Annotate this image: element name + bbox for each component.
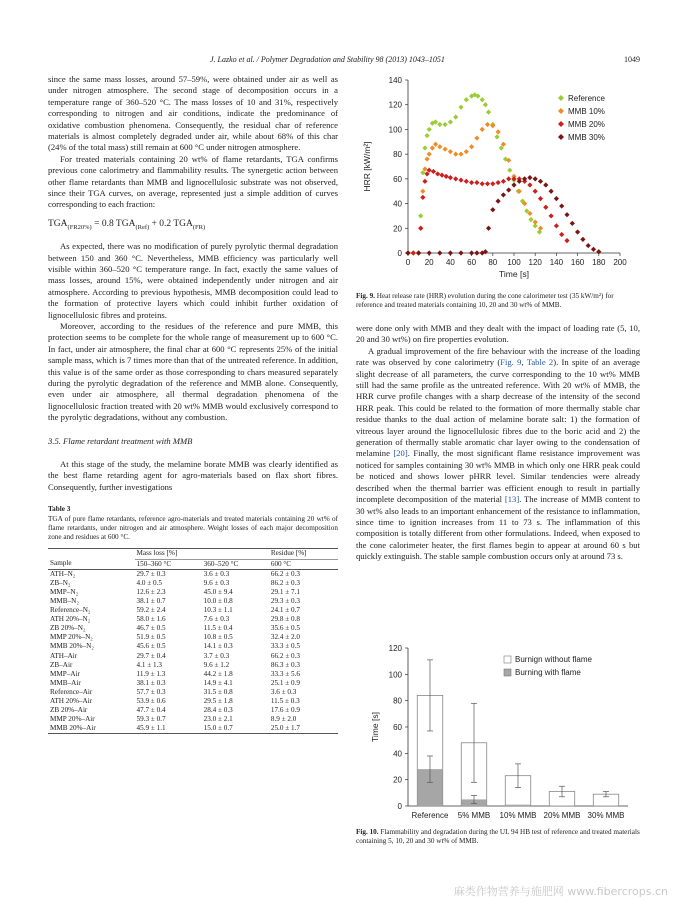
data-point <box>564 212 569 217</box>
table-row <box>48 642 338 651</box>
table-group-header: Mass loss [%] <box>135 549 269 559</box>
table-row <box>48 588 338 597</box>
data-point <box>433 142 438 147</box>
data-point <box>559 203 564 208</box>
watermark: 麻类作物营养与施肥网 www.fibercrops.cn <box>453 885 668 898</box>
table-cell: 23.0 ± 2.1 <box>203 715 233 724</box>
figure-10-caption: Fig. 10. Flammability and degradation during the UL 94 HB test of reference and treated materials containing 5, 10, 20 and 30 wt% of MMB. <box>356 828 640 846</box>
table-cell: 25.1 ± 0.9 <box>270 678 300 687</box>
table-cell: 45.9 ± 1.1 <box>135 724 202 734</box>
table-cell: 12.6 ± 2.3 <box>136 587 166 596</box>
table-cell: MMP–Air <box>50 669 80 678</box>
paragraph: For treated materials containing 20 wt% of flame retardants, TGA confirms previous cone calorimetry and flammability results. The synergetic action between other flame retardants than MMB and lignocellulosic substrate was not observed, since their TGA curves, on average, represented just a simple addition of curves corresponding to each fraction: <box>48 153 338 210</box>
data-point <box>486 226 491 231</box>
data-point <box>427 250 432 255</box>
data-point <box>485 122 490 127</box>
table-cell: 57.7 ± 0.3 <box>136 687 166 696</box>
data-point <box>458 250 463 255</box>
table-cell: 10.3 ± 1.1 <box>203 606 233 615</box>
legend-marker <box>558 95 564 101</box>
table-cell: MMP–N₂ <box>50 587 79 596</box>
data-point <box>533 220 538 225</box>
data-point <box>511 182 516 187</box>
data-point <box>422 179 427 184</box>
paragraph: At this stage of the study, the melamine borate MMB was clearly identified as the best flame retarding agent for agro-materials based on flax short fibres. Consequently, further investigations <box>48 459 338 492</box>
table-cell: 24.1 ± 0.7 <box>270 606 300 615</box>
y-tick-label: 100 <box>388 670 402 680</box>
journal-citation: J. Lazko et al. / Polymer Degradation and Stability 98 (2013) 1043–1051 <box>210 55 445 64</box>
y-tick-label: 140 <box>388 76 402 85</box>
data-point <box>507 168 512 173</box>
table-cell: ZB 20%–N₂ <box>50 624 86 633</box>
data-point <box>453 152 458 157</box>
equation: $TGA_{(FR20\%)} = 0.8$ $TGA_{(Ref)} + 0.2$ $TGA_{(FR)}$ <box>48 218 206 231</box>
x-tick-label: 0 <box>405 258 411 267</box>
x-tick-label: 100 <box>507 258 521 267</box>
data-point <box>506 187 511 192</box>
legend-label: Reference <box>568 94 605 103</box>
table-cell: Reference–Air <box>50 687 93 696</box>
table-cell: 3.6 ± 0.3 <box>203 569 230 578</box>
data-point <box>496 129 501 134</box>
table-cell: 11.5 ± 0.4 <box>203 624 233 633</box>
table-cell: MMP 20%–N₂ <box>50 633 93 642</box>
left-column <box>48 74 338 734</box>
y-axis-label: HRR [kW/m²] <box>362 141 372 192</box>
y-tick-label: 120 <box>388 100 402 110</box>
data-point <box>448 149 453 154</box>
table-cell: 3.7 ± 0.3 <box>203 651 230 660</box>
data-point <box>538 226 543 231</box>
table-cell: ZB–Air <box>50 660 73 669</box>
data-point <box>435 171 440 176</box>
data-point <box>496 199 501 204</box>
paragraph: A gradual improvement of the fire behaviour with the increase of the loading rate was observed by cone calorimetry (Fig. 9, Table 2). In spite of an average slight decrease of all parameters, the curve corresponding to the 10 wt% MMB still had the same profile as the untreated reference. With 20 wt% of MMB, the HRR curve profile changes with a sharp decrease of the intensity of the second HRR peak. This could be related to the formation of more thermally stable char residue thanks to the dual action of melamine borate salt: 1) the formation of vitreous layer around the lignocellulosic fibres due to the boric acid and 2) the generation of thermally stable aromatic char layer owing to the condensation of melamine [20]. Finally, the most significant flame resistance improvement was noticed for samples containing 30 wt% MMB in which only one HRR peak could be noticed and shows lower pHRR level. Similar tendencies were already described when the thermal barrier was efficient enough to result in partially incomplete decomposition of the material [13]. The increase of MMB content to 30 wt% also leads to an important enhancement of the resistance to inflammation, since time to ignition increases from 11 to 73 s. The inflammation of this composition is totally different from other formulations. Indeed, when exposed to the cone calorimeter heater, the first flames begin to appear at around 60 s but quickly extinguish. The stable sample combustion occurs only at around 73 s. <box>356 345 640 562</box>
y-tick-label: 0 <box>397 802 402 811</box>
table-cell: 66.2 ± 0.3 <box>270 569 300 578</box>
data-point <box>424 156 429 161</box>
table-cell: 35.6 ± 0.5 <box>270 624 300 633</box>
figure-9-caption: Fig. 9. Heat release rate (HRR) evolution during the cone calorimeter test (35 kW/m²) for reference and treated materials containing 10, 20 and 30 wt% of MMB. <box>356 292 614 310</box>
table-cell: 4.1 ± 1.3 <box>136 660 163 669</box>
data-point <box>418 226 423 231</box>
data-point <box>437 250 442 255</box>
paragraph: As expected, there was no modification of purely pyrolytic thermal degradation between 150 and 360 °C. Nevertheless, MMB efficiency was particularly well visible within 360–520 °C temperature range. In fact, exactly the same values of mass losses, around 15%, were obtained independently under nitrogen and air atmosphere. According to previous hypothesis, MMB decomposition could lead to the formation of protective layers which could inhibit further oxidation of lignocellulosic fibres and proteins. <box>48 241 338 320</box>
hrr-chart <box>356 70 646 286</box>
data-point <box>533 176 538 181</box>
table-cell: 38.1 ± 0.3 <box>136 678 166 687</box>
y-tick-label: 40 <box>393 199 402 209</box>
y-tick-label: 0 <box>397 249 402 258</box>
y-axis-label: Time [s] <box>370 712 380 742</box>
data-point <box>564 238 569 243</box>
data-point <box>437 144 442 149</box>
table-cell: 17.6 ± 0.9 <box>270 706 300 715</box>
table-cell: 59.2 ± 2.4 <box>136 606 166 615</box>
table-cell: 58.0 ± 1.6 <box>136 615 166 624</box>
table-cell: 29.5 ± 1.8 <box>203 696 233 705</box>
table-group-header: Residue [%] <box>269 549 338 559</box>
table-cell: 33.3 ± 0.5 <box>270 642 300 651</box>
data-point <box>486 110 491 115</box>
legend-label: MMB 20% <box>568 120 605 129</box>
data-point <box>496 180 501 185</box>
legend-marker <box>558 108 564 114</box>
x-tick-label: 180 <box>592 258 606 267</box>
data-point <box>501 192 506 197</box>
data-point <box>420 189 425 194</box>
table-row <box>48 724 338 734</box>
table-cell: 7.6 ± 0.3 <box>203 615 230 624</box>
data-point <box>483 102 488 107</box>
data-point <box>591 247 596 252</box>
data-point <box>416 250 421 255</box>
data-point <box>474 180 479 185</box>
table-cell: 25.0 ± 1.7 <box>269 724 338 734</box>
data-point <box>549 189 554 194</box>
table-header: 600 °C <box>269 559 338 569</box>
y-tick-label: 60 <box>393 174 402 184</box>
table-cell: 29.1 ± 7.1 <box>270 587 300 596</box>
data-point <box>485 181 490 186</box>
data-point <box>453 114 458 119</box>
table-cell: 44.2 ± 1.8 <box>203 669 233 678</box>
table-cell: ZB–N₂ <box>50 578 71 587</box>
table-cell: 28.4 ± 0.3 <box>203 706 233 715</box>
table-row <box>48 597 338 606</box>
data-point <box>469 144 474 149</box>
citation-link[interactable]: [13] <box>504 494 520 505</box>
table-cell: 10.0 ± 0.8 <box>203 596 233 605</box>
section-heading: 3.5. Flame retardant treatment with MMB <box>48 435 193 446</box>
y-tick-label: 100 <box>388 125 402 135</box>
data-point <box>469 250 474 255</box>
data-point <box>474 250 479 255</box>
data-point <box>443 147 448 152</box>
table-cell: 29.3 ± 0.3 <box>270 596 300 605</box>
table-row <box>48 633 338 642</box>
data-point <box>543 182 548 187</box>
table-cell: 10.8 ± 0.5 <box>203 633 233 642</box>
table-row <box>48 715 338 724</box>
figure-9 <box>356 70 646 291</box>
data-point <box>570 221 575 226</box>
table-cell: 29.8 ± 0.8 <box>270 615 300 624</box>
table-cell: 59.3 ± 0.7 <box>136 715 166 724</box>
table-cell: MMB 20%–N₂ <box>50 642 94 651</box>
data-point <box>427 152 432 157</box>
table-row <box>48 661 338 670</box>
table-cell: ATH 20%–Air <box>50 696 93 705</box>
data-point <box>527 182 532 187</box>
table-header: 360–520 °C <box>202 559 269 569</box>
legend-label: MMB 30% <box>568 133 605 142</box>
data-point <box>527 175 532 180</box>
table-cell: MMB–Air <box>50 678 81 687</box>
table-cell: 38.1 ± 0.7 <box>136 596 166 605</box>
data-point <box>448 250 453 255</box>
x-tick-label: 40 <box>445 258 455 267</box>
legend-swatch <box>504 669 511 676</box>
y-tick-label: 40 <box>393 749 402 759</box>
data-point <box>464 97 469 102</box>
data-point <box>596 249 601 254</box>
x-tick-label: 140 <box>549 258 564 267</box>
table-row <box>48 697 338 706</box>
data-point <box>474 135 479 140</box>
table-cell: 14.1 ± 0.3 <box>203 642 233 651</box>
table-cell: 33.3 ± 5.6 <box>270 669 300 678</box>
data-point <box>543 205 548 210</box>
data-point <box>448 175 453 180</box>
table-cell: 8.9 ± 2.0 <box>270 715 297 724</box>
table-cell: ATH 20%–N₂ <box>50 615 91 624</box>
paragraph: since the same mass losses, around 57–59%, were obtained under air as well as under nitrogen atmosphere. The second stage of decomposition occurs in a temperature range of 360–520 °C. The mass losses of 10 and 31%, respectively corresponding to nitrogen and air conditions, indicate the predominance of oxidative combustion phenomena. Consequently, the residual char of reference materials is almost completely degraded under air, while about 68% of this char (24% of the total mass) still remain at 600 °C under nitrogen atmosphere. <box>48 74 338 153</box>
legend-marker <box>558 121 564 127</box>
data-point <box>437 122 442 127</box>
y-tick-label: 80 <box>393 696 402 706</box>
y-tick-label: 120 <box>388 644 402 653</box>
data-point <box>418 213 423 218</box>
y-tick-label: 20 <box>393 775 402 785</box>
data-point <box>444 174 449 179</box>
right-column <box>356 323 640 563</box>
data-point <box>453 176 458 181</box>
data-point <box>458 177 463 182</box>
table-cell: 51.9 ± 0.5 <box>136 633 166 642</box>
data-point <box>528 217 533 222</box>
x-tick-label: 120 <box>528 258 542 267</box>
ul94-bar-chart <box>356 640 646 824</box>
data-point <box>559 232 564 237</box>
data-point <box>538 179 543 184</box>
data-point <box>420 195 425 200</box>
data-point <box>554 223 559 228</box>
table-row <box>48 615 338 624</box>
data-point <box>464 149 469 154</box>
legend-label: Burning with flame <box>515 668 581 677</box>
table-row <box>48 652 338 661</box>
table-cell: 11.9 ± 1.3 <box>136 669 166 678</box>
data-point <box>501 179 506 184</box>
table-header: 150–360 °C <box>135 559 202 569</box>
x-tick-label: 200 <box>613 258 627 267</box>
data-point <box>464 179 469 184</box>
legend-marker <box>558 134 564 140</box>
table-cell: 4.0 ± 0.5 <box>136 578 163 587</box>
page-number: 1049 <box>624 55 640 64</box>
table-cell: ATH–Air <box>50 651 78 660</box>
data-point <box>411 250 416 255</box>
table-cell: 46.7 ± 0.5 <box>136 624 166 633</box>
table-cell: 29.7 ± 0.4 <box>136 651 166 660</box>
data-point <box>480 181 485 186</box>
data-point <box>439 173 444 178</box>
data-point <box>554 196 559 201</box>
data-point <box>469 180 474 185</box>
table-3 <box>48 548 338 734</box>
data-point <box>458 152 463 157</box>
y-tick-label: 60 <box>393 723 402 732</box>
table-cell: 29.7 ± 0.3 <box>136 569 166 578</box>
data-point <box>422 145 427 150</box>
data-point <box>427 127 432 132</box>
y-tick-label: 80 <box>393 150 402 160</box>
table-cell: 31.5 ± 0.8 <box>203 687 233 696</box>
legend-label: Burnign without flame <box>515 655 592 664</box>
legend-label: MMB 10% <box>568 107 605 116</box>
category-label: 20% MMB <box>543 811 581 820</box>
x-tick-label: 20 <box>424 258 434 267</box>
table-caption: Table 3 TGA of pure flame retardants, reference agro-materials and treated materials containing 20 wt% of flame retardants, under nitrogen and air atmosphere. Weight losses of each major decomposition zone and residues at 600 °C. <box>48 505 338 542</box>
x-tick-label: 80 <box>488 258 498 267</box>
table-cell: Reference–N₂ <box>50 606 91 615</box>
table-label: Table 3 <box>48 505 71 514</box>
table-row <box>48 569 338 579</box>
data-point <box>431 169 436 174</box>
data-point <box>405 250 410 255</box>
data-point <box>506 176 511 181</box>
table-row <box>48 670 338 679</box>
table-cell: 15.0 ± 0.7 <box>202 724 269 734</box>
data-point <box>538 196 543 201</box>
table-cell: 86.3 ± 0.3 <box>270 660 300 669</box>
table-cell: MMP 20%–Air <box>50 715 95 724</box>
data-point <box>580 237 585 242</box>
data-point <box>480 127 485 132</box>
table-cell: MMB–N₂ <box>50 596 79 605</box>
table-header: Sample <box>48 559 135 569</box>
data-point <box>448 119 453 124</box>
data-point <box>537 229 542 234</box>
table-row <box>48 688 338 697</box>
table-row <box>48 579 338 588</box>
category-label: 30% MMB <box>587 811 625 820</box>
data-point <box>490 207 495 212</box>
table-row <box>48 624 338 633</box>
data-point <box>458 105 463 110</box>
figure-10 <box>356 640 646 829</box>
table-cell: ATH–N₂ <box>50 569 76 578</box>
data-point <box>430 145 435 150</box>
table-cell: 9.6 ± 0.3 <box>203 578 230 587</box>
table-reference-link[interactable]: Table 2 <box>526 357 554 368</box>
bar <box>505 805 531 806</box>
x-axis-label: Time [s] <box>499 269 529 279</box>
category-label: 10% MMB <box>499 811 537 820</box>
table-cell: 3.6 ± 0.3 <box>270 687 297 696</box>
data-point <box>443 122 448 127</box>
table-cell: 53.9 ± 0.6 <box>136 696 166 705</box>
x-tick-label: 60 <box>467 258 477 267</box>
table-cell: MMB 20%–Air <box>48 724 135 734</box>
table-cell: ZB 20%–Air <box>50 706 88 715</box>
citation-link[interactable]: [20] <box>393 448 408 459</box>
table-cell: 45.0 ± 9.4 <box>203 587 233 596</box>
table-cell: 47.7 ± 0.4 <box>136 706 166 715</box>
data-point <box>549 213 554 218</box>
table-cell: 9.6 ± 1.2 <box>203 660 230 669</box>
table-cell: 86.2 ± 0.3 <box>270 578 300 587</box>
data-point <box>490 181 495 186</box>
data-point <box>575 229 580 234</box>
data-point <box>480 97 485 102</box>
figure-reference-link[interactable]: Fig. 9 <box>500 357 522 368</box>
category-label: Reference <box>411 811 449 820</box>
table-cell: 14.9 ± 4.1 <box>203 678 233 687</box>
category-label: 5% MMB <box>457 811 491 820</box>
paragraph: Moreover, according to the residues of the reference and pure MMB, this protection seems to be complete for the whole range of measurement up to 600 °C. In fact, under air atmosphere, the final char at 600 °C represents 25% of the initial sample mass, which is 7 times more than that of the untreated reference. In addition, this value is of the same order as those corresponding to chars measured separately during the pyrolytic degradation of the reference and MMB alone. Consequently, even under air atmosphere, all thermal degradation phenomena of the lignocellulosic fraction treated with 20 wt% MMB would exclusively correspond to the pyrolytic degradations, without any combustion. <box>48 321 338 423</box>
data-point <box>586 243 591 248</box>
table-cell: 66.2 ± 0.3 <box>270 651 300 660</box>
legend-swatch <box>504 656 511 663</box>
table-cell: 11.5 ± 0.3 <box>270 696 300 705</box>
data-point <box>533 189 538 194</box>
y-tick-label: 20 <box>393 224 402 234</box>
paragraph: were done only with MMB and they dealt with the impact of loading rate (5, 10, 20 and 30 wt%) on fire properties evolution. <box>356 323 640 345</box>
data-point <box>494 134 499 139</box>
table-row <box>48 606 338 615</box>
table-cell: 32.4 ± 2.0 <box>270 633 300 642</box>
table-row <box>48 706 338 715</box>
table-cell: 45.6 ± 0.5 <box>136 642 166 651</box>
x-tick-label: 160 <box>570 258 585 267</box>
data-point <box>424 133 429 138</box>
table-row <box>48 679 338 688</box>
